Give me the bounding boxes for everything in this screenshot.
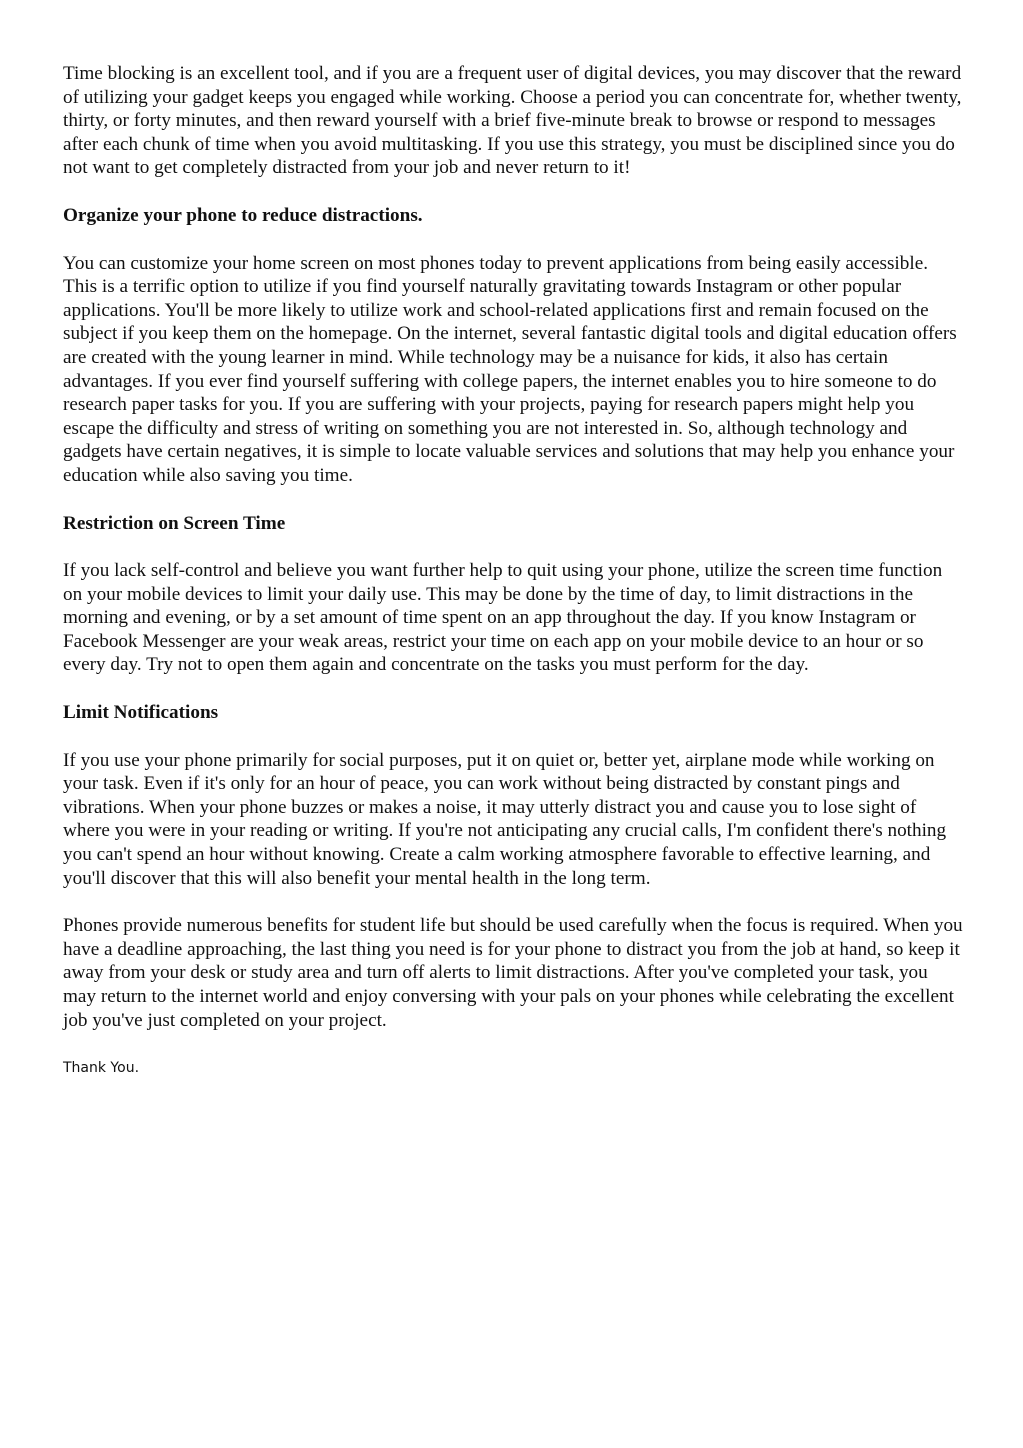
paragraph-customize-home-screen: You can customize your home screen on most phones today to prevent applications from being easily accessible. This is a terrific option to utilize if you find yourself naturally gravitating towards Instagram or other popular applications. You'll be more likely to utilize work and school-related applications first and remain focused on the subject if you keep them on the homepage. On the internet, several fantastic digital tools and digital education offers are created with the young learner in mind. While technology may be a nuisance for kids, it also has certain advantages. If you ever find yourself suffering with college papers, the internet enables you to hire someone to do research paper tasks for you. If you are suffering with your projects, paying for research papers might help you escape the difficulty and stress of writing on something you are not interested in. So, although technology and gadgets have certain negatives, it is simple to locate valuable services and solutions that may help you enhance your education while also saving you time. (63, 252, 957, 486)
heading-screen-time: Restriction on Screen Time (63, 512, 286, 534)
paragraph-time-blocking: Time blocking is an excellent tool, and if you are a frequent user of digital devices, you may discover that the reward of utilizing your gadget keeps you engaged while working. Choose a period you can concentrate for, whether twenty, thirty, or forty minutes, and then reward yourself with a brief five-minute break to browse or respond to messages after each chunk of time when you avoid multitasking. If you use this strategy, you must be disciplined since you do not want to get completely distracted from your job and never return to it! (63, 63, 962, 179)
document-page (63, 62, 963, 1078)
closing-thank-you: Thank You. (63, 1060, 140, 1077)
heading-limit-notifications: Limit Notifications (63, 702, 219, 724)
paragraph-conclusion: Phones provide numerous benefits for student life but should be used carefully when the focus is required. When you have a deadline approaching, the last thing you need is for your phone to distract you from the job at hand, so keep it away from your desk or study area and turn off alerts to limit distractions. After you've completed your task, you may return to the internet world and enjoy conversing with your pals on your phones while celebrating the excellent job you've just completed on your project. (63, 915, 963, 1031)
paragraph-screen-time: If you lack self-control and believe you want further help to quit using your phone, utilize the screen time function on your mobile devices to limit your daily use. This may be done by the time of day, to limit distractions in the morning and evening, or by a set amount of time spent on an app throughout the day. If you know Instagram or Facebook Messenger are your weak areas, restrict your time on each app on your mobile device to an hour or so every day. Try not to open them again and concentrate on the tasks you must perform for the day. (63, 560, 943, 676)
paragraph-notifications: If you use your phone primarily for social purposes, put it on quiet or, better yet, airplane mode while working on your task. Even if it's only for an hour of peace, you can work without being distracted by constant pings and vibrations. When your phone buzzes or makes a noise, it may utterly distract you and cause you to lose sight of where you were in your reading or writing. If you're not anticipating any crucial calls, I'm confident there's nothing you can't spend an hour without knowing. Create a calm working atmosphere favorable to effective learning, and you'll discover that this will also benefit your mental health in the long term. (63, 749, 947, 889)
heading-organize-phone: Organize your phone to reduce distractions. (63, 204, 423, 226)
